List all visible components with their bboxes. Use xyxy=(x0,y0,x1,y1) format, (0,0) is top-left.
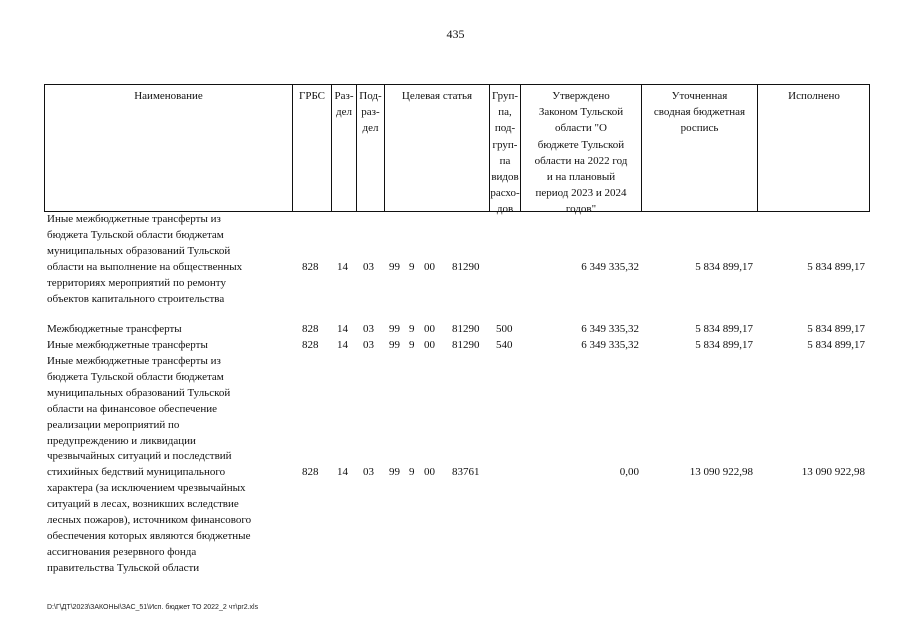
cell-approved: 6 349 335,32 xyxy=(581,339,639,351)
header-gruppa-line: Груп- xyxy=(491,90,519,102)
cell-grbs: 828 xyxy=(302,323,319,335)
header-utverzhdeno-line: годов" xyxy=(565,203,597,216)
row-name-line: реализации мероприятий по xyxy=(47,418,180,431)
cell-razdel: 14 xyxy=(337,466,348,478)
cell-cs-direction: 81290 xyxy=(452,261,480,273)
cell-grbs: 828 xyxy=(302,339,319,351)
row-name xyxy=(47,338,297,354)
cell-cs-program: 99 xyxy=(389,466,400,478)
header-gruppa-line: под- xyxy=(494,122,516,135)
header-utverzhdeno-line: области "О xyxy=(555,122,607,135)
row-name-line: муниципальных образований Тульской xyxy=(47,386,231,399)
header-utverzhdeno-line: Законом Тульской xyxy=(538,106,624,119)
row-name-line: предупреждению и ликвидации xyxy=(47,434,196,447)
cell-cs-subprogram: 9 xyxy=(409,339,415,351)
row-name-line: правительства Тульской области xyxy=(47,561,200,574)
row-name-line: Межбюджетные трансферты xyxy=(47,323,182,335)
cell-cs-direction: 83761 xyxy=(452,466,480,478)
row-name xyxy=(47,322,297,338)
cell-razdel: 14 xyxy=(337,323,348,335)
page-number: 435 xyxy=(446,27,465,41)
cell-cs-event: 00 xyxy=(424,323,435,335)
header-gruppa-line: па, xyxy=(498,106,512,119)
row-name-line: характера (за исключением чрезвычайных xyxy=(47,482,246,495)
cell-cs-subprogram: 9 xyxy=(409,323,415,335)
cell-approved: 0,00 xyxy=(619,466,639,478)
header-utochnennaya-line: Уточненная xyxy=(671,90,728,102)
header-utverzhdeno-line: и на плановый xyxy=(546,171,616,184)
cell-executed: 5 834 899,17 xyxy=(807,323,865,335)
cell-cs-subprogram: 9 xyxy=(409,261,415,273)
header-utochnennaya xyxy=(642,88,757,137)
cell-cs-direction: 81290 xyxy=(452,323,480,335)
header-ispolneno: Исполнено xyxy=(788,90,840,102)
header-razdel-line: дел xyxy=(336,106,352,119)
row-name xyxy=(47,354,297,577)
row-name-line: территориях мероприятий по ремонту xyxy=(47,276,226,289)
row-name-line: чрезвычайных ситуаций и последствий xyxy=(47,450,232,463)
header-name: Наименование xyxy=(134,90,203,102)
row-name-line: бюджета Тульской области бюджетам xyxy=(47,228,224,241)
row-name-line: ассигнования резервного фонда xyxy=(47,545,197,558)
row-name-line: обеспечения которых являются бюджетные xyxy=(47,529,251,542)
cell-podrazdel: 03 xyxy=(363,466,374,478)
cell-cs-program: 99 xyxy=(389,339,400,351)
row-name-line: лесных пожаров), источником финансового xyxy=(47,514,252,527)
cell-cs-subprogram: 9 xyxy=(409,466,415,478)
cell-approved: 6 349 335,32 xyxy=(581,323,639,335)
header-gruppa-line: дов xyxy=(496,203,514,216)
header-gruppa-line: па xyxy=(499,154,511,167)
cell-cs-program: 99 xyxy=(389,261,400,273)
cell-refined: 5 834 899,17 xyxy=(695,261,753,273)
header-grbs: ГРБС xyxy=(298,90,326,102)
row-name-line: Иные межбюджетные трансферты из xyxy=(47,213,221,225)
header-utverzhdeno-line: бюджете Тульской xyxy=(537,138,625,151)
cell-executed: 5 834 899,17 xyxy=(807,261,865,273)
row-name-line: ситуаций в лесах, возникших вследствие xyxy=(47,498,239,511)
row-name-line: Иные межбюджетные трансферты из xyxy=(47,355,221,367)
row-name-line: области на выполнение на общественных xyxy=(47,260,243,273)
header-podrazdel-line: дел xyxy=(362,122,379,135)
row-name-line: объектов капитального строительства xyxy=(47,292,225,305)
row-name-line: области на финансовое обеспечение xyxy=(47,402,218,415)
header-gruppa-line: расхо- xyxy=(490,187,520,200)
row-name xyxy=(47,212,297,307)
header-utverzhdeno-line: области на 2022 год xyxy=(534,154,628,167)
header-utochnennaya-line: роспись xyxy=(680,122,719,135)
cell-approved: 6 349 335,32 xyxy=(581,261,639,273)
cell-razdel: 14 xyxy=(337,339,348,351)
cell-cs-event: 00 xyxy=(424,466,435,478)
row-name-line: бюджета Тульской области бюджетам xyxy=(47,370,224,383)
cell-executed: 13 090 922,98 xyxy=(801,466,865,478)
cell-refined: 5 834 899,17 xyxy=(695,323,753,335)
header-gruppa xyxy=(490,88,520,218)
header-razdel xyxy=(332,88,356,120)
cell-grbs: 828 xyxy=(302,466,319,478)
row-name-line: Иные межбюджетные трансферты xyxy=(47,339,208,351)
header-gruppa-line: видов xyxy=(491,171,519,184)
cell-cs-event: 00 xyxy=(424,339,435,351)
cell-cs-program: 99 xyxy=(389,323,400,335)
cell-razdel: 14 xyxy=(337,261,348,273)
header-utverzhdeno xyxy=(521,88,641,218)
header-podrazdel xyxy=(357,88,384,137)
cell-cs-direction: 81290 xyxy=(452,339,480,351)
header-utverzhdeno-line: период 2023 и 2024 xyxy=(535,187,627,200)
cell-vr: 540 xyxy=(496,339,513,351)
cell-grbs: 828 xyxy=(302,261,319,273)
cell-vr: 500 xyxy=(496,323,513,335)
cell-podrazdel: 03 xyxy=(363,323,374,335)
header-utochnennaya-line: сводная бюджетная xyxy=(653,106,746,119)
header-utverzhdeno-line: Утверждено xyxy=(552,90,610,102)
cell-cs-event: 00 xyxy=(424,261,435,273)
cell-podrazdel: 03 xyxy=(363,261,374,273)
cell-refined: 13 090 922,98 xyxy=(689,466,753,478)
header-celevaya: Целевая статья xyxy=(401,90,473,102)
header-podrazdel-line: Под- xyxy=(359,90,382,102)
cell-podrazdel: 03 xyxy=(363,339,374,351)
cell-refined: 5 834 899,17 xyxy=(695,339,753,351)
footer-file-path: D:\Г\ДТ\2023\ЗАКОНЫ\ЗАС_51\Исп. бюджет ТО 2022_2 чт\pr2.xls xyxy=(47,604,259,611)
header-podrazdel-line: раз- xyxy=(361,106,380,119)
header-razdel-line: Раз- xyxy=(334,90,354,102)
row-name-line: стихийных бедствий муниципального xyxy=(47,466,226,479)
row-name-line: муниципальных образований Тульской xyxy=(47,244,231,257)
header-gruppa-line: груп- xyxy=(492,138,518,151)
cell-executed: 5 834 899,17 xyxy=(807,339,865,351)
